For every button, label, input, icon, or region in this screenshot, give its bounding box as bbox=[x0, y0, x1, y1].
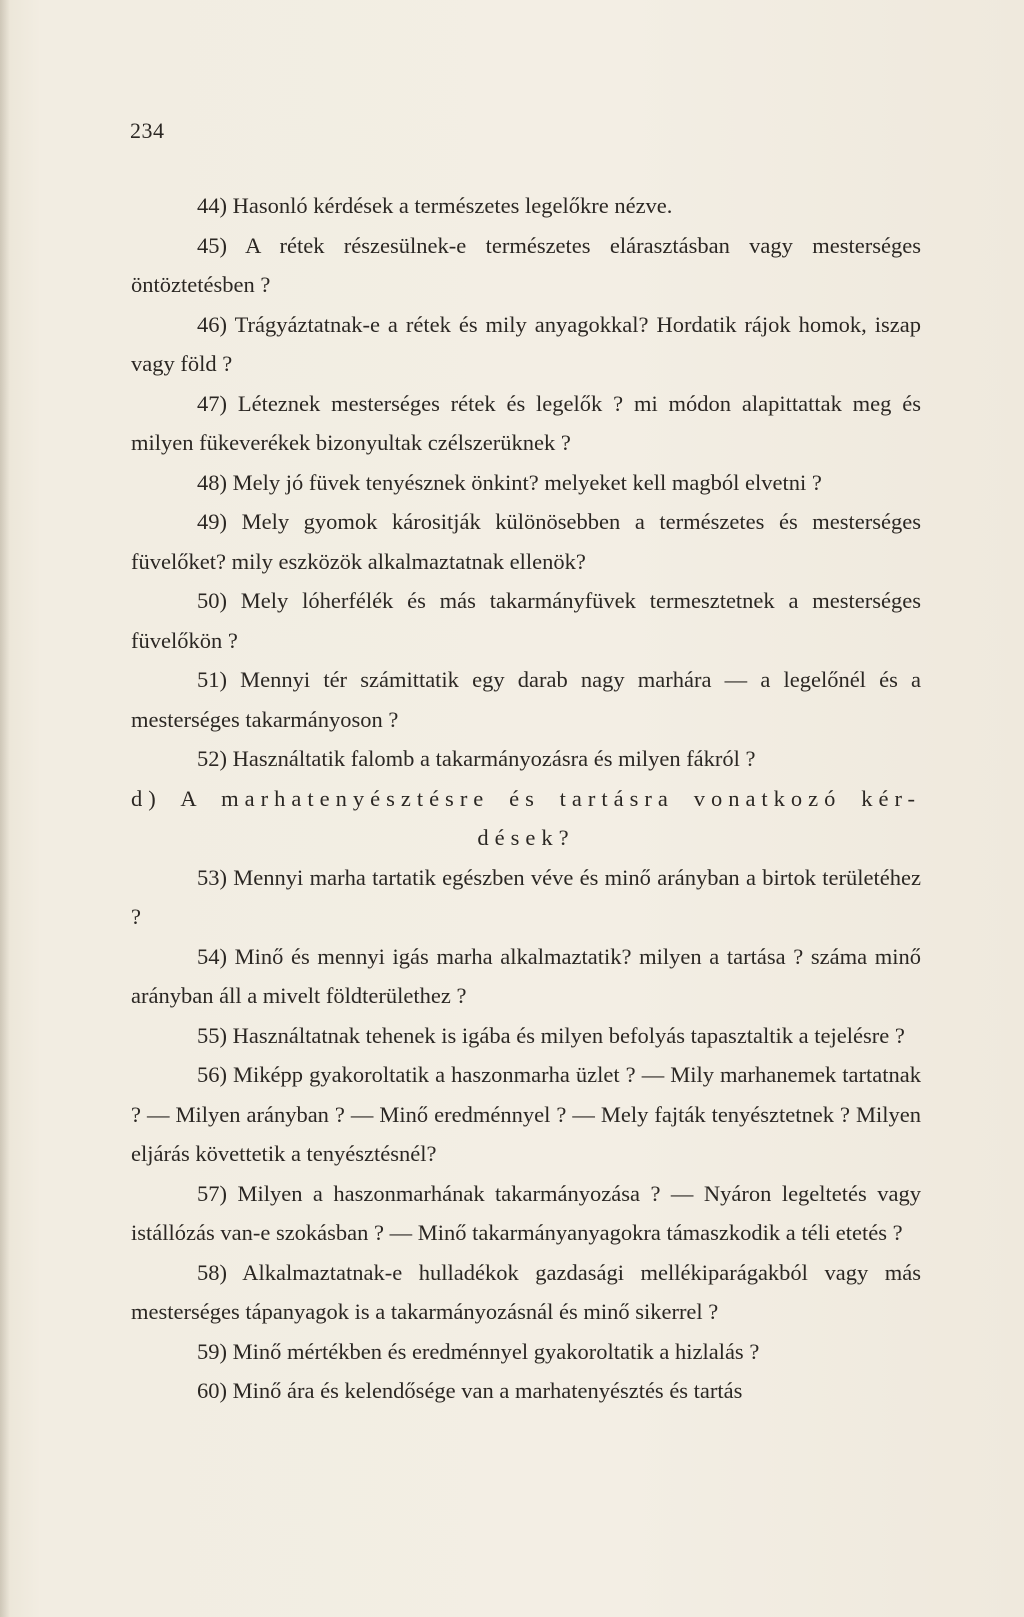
question-45: 45) A rétek részesülnek-e természetes elárasztásban vagy mesterséges öntöztetésben ? bbox=[131, 232, 921, 297]
section-heading-line1: d) A marhatenyésztésre és tartásra vonatkozó kér- bbox=[131, 785, 921, 811]
question-59: 59) Minő mértékben és eredménnyel gyakoroltatik a hizlalás ? bbox=[197, 1338, 760, 1364]
question-60: 60) Minő ára és kelendősége van a marhatenyésztés és tartás bbox=[197, 1378, 743, 1403]
spine-shadow bbox=[0, 0, 10, 1617]
page-number: 234 bbox=[130, 118, 165, 143]
question-50: 50) Mely lóherfélék és más takarmányfüvek termesztetnek a mesterséges füvelőkön ? bbox=[131, 588, 921, 653]
question-55: 55) Használtatnak tehenek is igába és milyen befolyás tapasztaltik a tejelésre ? bbox=[197, 1022, 905, 1048]
body-text bbox=[131, 186, 921, 1411]
question-58: 58) Alkalmaztatnak-e hulladékok gazdasági mellékiparágakból vagy más mesterséges tápanyagok is a takarmányozásnál és minő sikerrel ? bbox=[131, 1259, 921, 1324]
question-52: 52) Használtatik falomb a takarmányozásra és milyen fákról ? bbox=[197, 746, 756, 771]
question-47: 47) Léteznek mesterséges rétek és legelők ? mi módon alapittattak meg és milyen fükeverékek bizonyultak czélszerüknek ? bbox=[131, 390, 921, 455]
question-48: 48) Mely jó füvek tenyésznek önkint? melyeket kell magból elvetni ? bbox=[197, 469, 822, 495]
question-51: 51) Mennyi tér számittatik egy darab nagy marhára — a legelőnél és a mesterséges takarmányoson ? bbox=[131, 667, 921, 732]
question-57: 57) Milyen a haszonmarhának takarmányozása ? — Nyáron legeltetés vagy istállózás van-e szokásban ? — Minő takarmányanyagokra támaszkodik a téli etetés ? bbox=[131, 1180, 921, 1245]
question-54: 54) Minő és mennyi igás marha alkalmaztatik? milyen a tartása ? száma minő arányban áll a mivelt földterülethez ? bbox=[131, 943, 921, 1008]
section-heading-line2: dések? bbox=[477, 825, 575, 850]
question-56: 56) Miképp gyakoroltatik a haszonmarha üzlet ? — Mily marhanemek tartatnak ? — Milyen arányban ? — Minő eredménnyel ? — Mely fajták tenyésztetnek ? Milyen eljárás követtetik a tenyésztésnél? bbox=[131, 1062, 921, 1166]
question-49: 49) Mely gyomok kárositják különösebben a természetes és mesterséges füvelőket? mily eszközök alkalmaztatnak ellenök? bbox=[131, 509, 921, 574]
question-46: 46) Trágyáztatnak-e a rétek és mily anyagokkal? Hordatik rájok homok, iszap vagy föld ? bbox=[131, 311, 921, 376]
question-53: 53) Mennyi marha tartatik egészben véve és minő arányban a birtok területéhez ? bbox=[131, 864, 921, 929]
question-44: 44) Hasonló kérdések a természetes legelőkre nézve. bbox=[197, 193, 673, 218]
